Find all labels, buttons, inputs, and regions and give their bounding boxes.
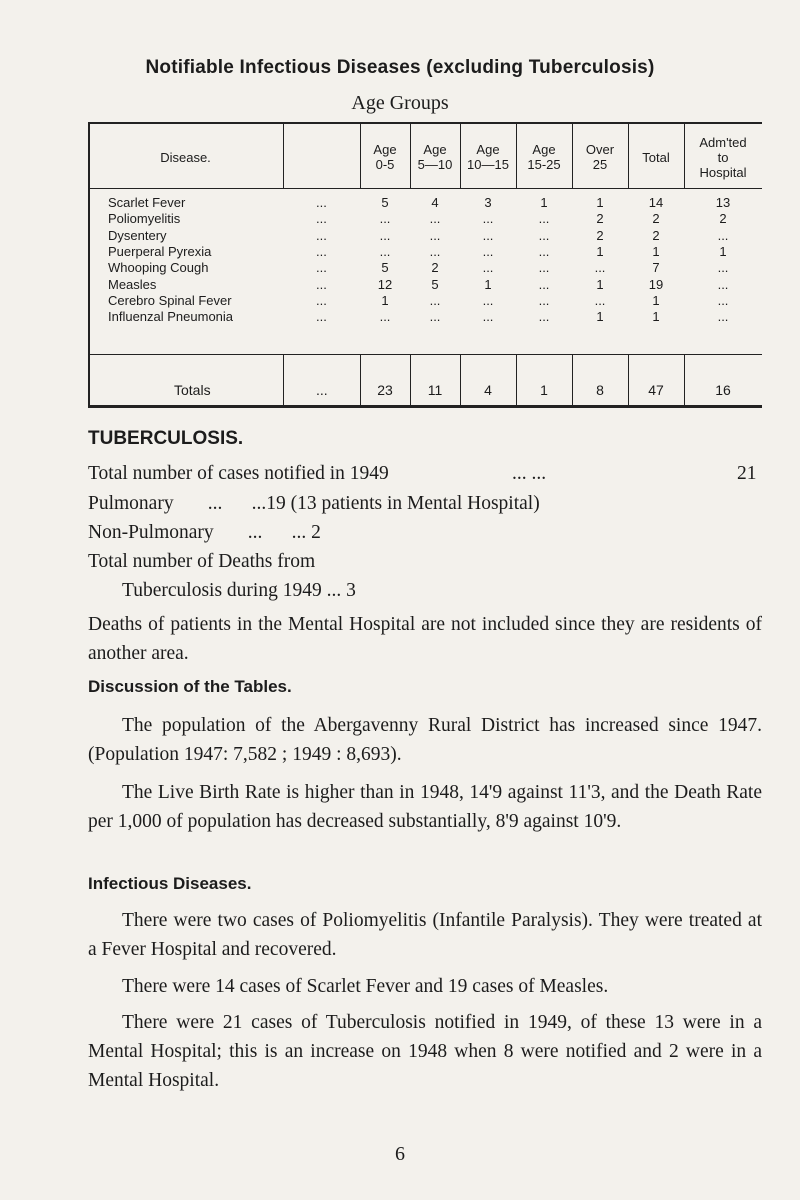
table-cell: 2 [596,211,604,227]
tb-pulmonary: Pulmonary ... ...19 (13 patients in Mental Hospital) [88,493,540,514]
totals-row [88,382,762,400]
tb-total-notified-label: Total number of cases notified in 1949 [88,463,389,484]
table-cell: ... [379,227,391,243]
tb-total-notified [88,463,389,485]
table-row [88,211,762,227]
totals-cell: 4 [484,382,492,398]
column-header-line: 10—15 [467,157,509,172]
table-row [88,244,762,260]
page-title: Notifiable Infectious Diseases (excluding Tuberculosis) [145,57,655,78]
column-header-line: Over [585,142,615,157]
column-rule [628,124,629,188]
column-rule [360,124,361,188]
table-cell: 1 [652,243,660,259]
infectious-heading: Infectious Diseases. [88,874,252,893]
totals-cell: 8 [596,382,604,398]
table-cell: 5 [431,276,439,292]
table-totals-rule [88,354,762,355]
table-row [88,293,762,309]
leader-dots: ... [316,195,327,210]
diseases-table [88,122,762,408]
table-cell: ... [717,227,729,243]
table-cell: 2 [652,211,660,227]
table-cell: ... [482,309,494,325]
column-header-7 [684,130,762,184]
disease-name: Measles [108,276,157,292]
infectious-para-3: There were 21 cases of Tuberculosis notified in 1949, of these 13 were in a Mental Hospital; this is an increase on 1948 when 8 were notified and 2 were in a Mental Hospital. [88,1012,762,1091]
column-header-line: Age [532,142,556,157]
table-row [88,228,762,244]
tb-total-notified-value: 21 [737,463,757,484]
column-header-line: Age [423,142,447,157]
leader-dots: ... [316,227,327,243]
leader-dots: ... [316,276,327,292]
column-header-line: 25 [592,157,608,172]
table-cell: ... [717,292,729,308]
table-row [88,260,762,276]
table-cell: 1 [596,243,604,259]
table-top-rule [88,122,762,124]
table-cell: ... [594,292,606,308]
tb-note-text: Deaths of patients in the Mental Hospital are not included since they are residents of another area. [88,614,762,664]
table-cell: ... [482,260,494,276]
table-cell: ... [379,309,391,325]
table-cell: ... [379,243,391,259]
table-cell: ... [538,243,550,259]
totals-dots: ... [316,382,328,398]
table-cell: 2 [652,227,660,243]
table-cell: ... [429,292,441,308]
table-cell: 13 [715,195,731,210]
table-row [88,195,762,211]
table-cell: 1 [381,292,389,308]
table-cell: 5 [381,195,389,210]
table-cell: 5 [381,260,389,276]
table-cell: 1 [484,276,492,292]
leader-dots: ... [316,260,327,276]
tb-non-pulmonary: Non-Pulmonary ... ... 2 [88,522,321,543]
table-cell: ... [538,309,550,325]
column-header-line: to [717,149,729,165]
leader-dots: ... [316,292,327,308]
discussion-heading: Discussion of the Tables. [88,677,292,696]
disease-name: Whooping Cough [108,260,209,276]
column-header-disease: Disease. [160,149,211,165]
disease-name: Scarlet Fever [108,195,186,210]
table-cell: 1 [652,309,660,325]
table-bottom-rule [88,405,762,408]
tuberculosis-heading: TUBERCULOSIS. [88,428,244,449]
table-cell: 2 [719,211,727,227]
page-subtitle: Age Groups [351,92,449,114]
table-cell: ... [482,292,494,308]
disease-name: Dysentery [108,227,167,243]
table-cell: ... [717,276,729,292]
disease-name: Puerperal Pyrexia [108,243,212,259]
infectious-para-1: There were two cases of Poliomyelitis (Infantile Paralysis). They were treated at a Fever Hospital and recovered. [88,910,762,960]
column-rule [684,124,685,188]
table-cell: ... [594,260,606,276]
table-cell: ... [482,211,494,227]
table-cell: ... [717,260,729,276]
disease-name: Poliomyelitis [108,211,181,227]
totals-label: Totals [174,382,211,398]
table-cell: ... [538,276,550,292]
table-cell: ... [429,227,441,243]
column-header-2 [410,130,460,184]
leader-dots: ... [316,309,327,325]
column-rule [283,124,284,188]
table-cell: 1 [596,309,604,325]
column-header-line: Total [642,149,670,165]
table-cell: ... [429,211,441,227]
table-cell: 12 [377,276,393,292]
table-cell: 3 [484,195,492,210]
leader-dots: ... [316,211,327,227]
table-cell: ... [538,292,550,308]
column-header-line: 15-25 [527,157,561,172]
table-cell: 1 [596,195,604,210]
table-cell: ... [538,260,550,276]
table-cell: ... [379,211,391,227]
column-rule [572,124,573,188]
table-cell: 7 [652,260,660,276]
totals-cell: 16 [715,382,731,398]
totals-cell: 23 [377,382,393,398]
column-header-6 [628,130,684,184]
tb-deaths-line1: Total number of Deaths from [88,551,316,572]
column-rule [516,124,517,188]
table-cell: ... [717,309,729,325]
table-cell: ... [482,243,494,259]
column-rule [460,124,461,188]
column-header-5 [572,130,628,184]
discussion-para-2: The Live Birth Rate is higher than in 1948, 14'9 against 11'3, and the Death Rate per 1,000 of population has decreased substantially, 8'9 against 10'9. [88,782,762,832]
table-cell: 4 [431,195,439,210]
table-cell: 1 [652,292,660,308]
column-header-3 [460,130,516,184]
table-cell: 19 [648,276,664,292]
infectious-para-2: There were 14 cases of Scarlet Fever and 19 cases of Measles. [122,976,609,997]
disease-name: Influenzal Pneumonia [108,309,234,325]
table-cell: 1 [719,243,727,259]
table-cell: ... [538,211,550,227]
table-cell: 1 [596,276,604,292]
table-cell: ... [429,309,441,325]
leader-dots: ... [316,243,327,259]
column-header-line: Hospital [699,164,747,180]
column-rule [410,124,411,188]
table-header-rule [88,188,762,189]
tb-total-notified-dots: ... ... [512,463,547,484]
page-number: 6 [395,1143,405,1165]
totals-cell: 11 [427,382,443,398]
table-cell: ... [482,227,494,243]
table-cell: 2 [431,260,439,276]
disease-name: Cerebro Spinal Fever [108,292,232,308]
tb-note [88,610,762,668]
table-cell: ... [538,227,550,243]
table-cell: 14 [648,195,664,210]
column-header-1 [360,130,410,184]
totals-cell: 47 [648,382,664,398]
table-row [88,277,762,293]
table-cell: ... [429,243,441,259]
column-header-line: Age [476,142,500,157]
table-cell: 1 [540,195,548,210]
discussion-para-1: The population of the Abergavenny Rural District has increased since 1947. (Population 1947: 7,582 ; 1949 : 8,693). [88,715,762,765]
column-header-line: 5—10 [417,157,453,172]
tb-deaths-line2: Tuberculosis during 1949 ... 3 [122,580,356,601]
totals-cell: 1 [540,382,548,398]
table-row [88,309,762,325]
column-header-line: 0-5 [375,157,395,172]
column-header-line: Age [373,142,397,157]
column-header-line: Adm'ted [699,134,747,150]
column-header-4 [516,130,572,184]
table-cell: 2 [596,227,604,243]
